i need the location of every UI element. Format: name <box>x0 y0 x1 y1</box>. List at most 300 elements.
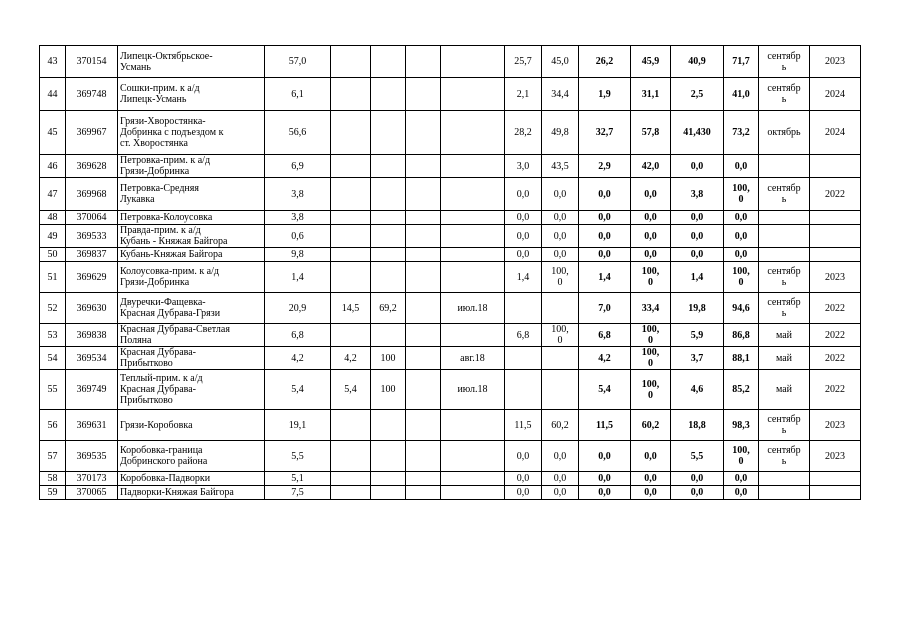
repair-date-cell <box>441 111 505 155</box>
value-2-cell: 0,0 <box>542 211 579 225</box>
road-name-line: Правда-прим. к а/д <box>120 225 201 236</box>
value-4-cell: 0,0 <box>631 225 671 248</box>
repaired-percent-cell <box>371 155 406 178</box>
road-name-cell <box>118 293 265 324</box>
month-cell <box>759 441 810 472</box>
month-cell <box>759 324 810 347</box>
month-cell <box>759 347 810 370</box>
repaired-length-cell <box>331 211 371 225</box>
month-cell <box>759 78 810 111</box>
month-line: сентябр <box>767 445 801 456</box>
road-name-line: Прибытково <box>120 358 173 369</box>
value-4-line: 100, <box>641 266 660 277</box>
value-4-cell: 31,1 <box>631 78 671 111</box>
repair-date-cell <box>441 46 505 78</box>
value-6-cell: 0,0 <box>724 211 759 225</box>
value-1-cell: 6,8 <box>505 324 542 347</box>
empty-cell <box>406 262 441 293</box>
road-code-cell: 369535 <box>66 441 118 472</box>
value-5-cell: 3,8 <box>671 178 724 211</box>
month-line: ь <box>781 194 787 205</box>
empty-cell <box>406 225 441 248</box>
value-4-cell <box>631 262 671 293</box>
row-number-cell: 45 <box>40 111 66 155</box>
road-length-cell: 4,2 <box>265 347 331 370</box>
repair-date-cell: июл.18 <box>441 293 505 324</box>
value-1-cell: 0,0 <box>505 441 542 472</box>
value-6-cell: 86,8 <box>724 324 759 347</box>
row-number-cell: 57 <box>40 441 66 472</box>
value-2-cell <box>542 370 579 410</box>
road-code-cell: 369968 <box>66 178 118 211</box>
row-number-cell: 48 <box>40 211 66 225</box>
value-1-cell: 11,5 <box>505 410 542 441</box>
road-name-line: Усмань <box>120 61 151 73</box>
road-name-line: Двуречки-Фащевка- <box>120 297 206 308</box>
repair-date-cell <box>441 225 505 248</box>
value-4-cell: 0,0 <box>631 472 671 486</box>
month-cell <box>759 211 810 225</box>
value-4-cell: 0,0 <box>631 211 671 225</box>
repaired-percent-cell: 100 <box>371 347 406 370</box>
month-cell <box>759 178 810 211</box>
empty-cell <box>406 324 441 347</box>
value-4-line: 100, <box>641 324 660 335</box>
road-name-line: Лукавка <box>120 194 155 205</box>
road-code-cell: 369534 <box>66 347 118 370</box>
value-2-line: 0 <box>557 277 563 288</box>
road-name-line: Коробовка-Падворки <box>120 473 211 484</box>
empty-cell <box>406 410 441 441</box>
road-length-cell: 5,5 <box>265 441 331 472</box>
month-line: ь <box>781 61 787 73</box>
table-row <box>40 248 861 262</box>
road-name-cell <box>118 347 265 370</box>
repair-date-cell <box>441 211 505 225</box>
road-name-cell <box>118 441 265 472</box>
value-1-cell: 25,7 <box>505 46 542 78</box>
value-4-cell: 0,0 <box>631 178 671 211</box>
value-3-cell: 32,7 <box>579 111 631 155</box>
road-code-cell: 369838 <box>66 324 118 347</box>
value-1-cell <box>505 370 542 410</box>
value-4-line: 0 <box>648 358 653 369</box>
month-line: ь <box>781 277 787 288</box>
value-2-cell <box>542 262 579 293</box>
value-6-line: 100, <box>732 445 750 456</box>
month-line: май <box>775 352 793 364</box>
value-4-cell: 33,4 <box>631 293 671 324</box>
road-name-line: Петровка-Средняя <box>120 183 199 194</box>
value-2-cell: 34,4 <box>542 78 579 111</box>
road-length-cell: 57,0 <box>265 46 331 78</box>
value-6-line: 0 <box>738 456 744 467</box>
empty-cell <box>406 78 441 111</box>
roads-table <box>39 45 861 500</box>
repaired-length-cell <box>331 324 371 347</box>
road-name-cell <box>118 155 265 178</box>
value-4-cell: 42,0 <box>631 155 671 178</box>
empty-cell <box>406 248 441 262</box>
value-3-cell: 0,0 <box>579 441 631 472</box>
value-5-cell: 1,4 <box>671 262 724 293</box>
month-cell <box>759 370 810 410</box>
row-number-cell: 47 <box>40 178 66 211</box>
road-length-cell: 3,8 <box>265 178 331 211</box>
repaired-length-cell <box>331 441 371 472</box>
repaired-length-cell <box>331 262 371 293</box>
value-1-cell: 0,0 <box>505 225 542 248</box>
month-cell <box>759 248 810 262</box>
repair-date-cell: июл.18 <box>441 370 505 410</box>
value-1-cell: 0,0 <box>505 211 542 225</box>
road-name-cell <box>118 78 265 111</box>
road-length-cell: 56,6 <box>265 111 331 155</box>
road-name-line: Красная Дубрава-Светлая <box>120 324 230 335</box>
value-6-line: 100, <box>732 183 750 194</box>
road-code-cell: 369628 <box>66 155 118 178</box>
value-5-cell: 0,0 <box>671 225 724 248</box>
year-cell: 2022 <box>810 370 861 410</box>
value-2-cell <box>542 324 579 347</box>
year-cell <box>810 486 861 500</box>
month-cell <box>759 46 810 78</box>
repair-date-cell <box>441 248 505 262</box>
value-6-cell: 0,0 <box>724 248 759 262</box>
row-number-cell: 55 <box>40 370 66 410</box>
value-1-cell: 28,2 <box>505 111 542 155</box>
value-2-cell <box>542 347 579 370</box>
row-number-cell: 59 <box>40 486 66 500</box>
repaired-percent-cell <box>371 211 406 225</box>
row-number-cell: 46 <box>40 155 66 178</box>
table-row <box>40 293 861 324</box>
road-name-line: Кубань - Княжая Байгора <box>120 236 228 247</box>
value-5-cell: 0,0 <box>671 155 724 178</box>
value-4-cell: 0,0 <box>631 441 671 472</box>
road-name-line: Сошки-прим. к а/д <box>120 83 200 94</box>
month-cell <box>759 410 810 441</box>
value-2-line: 100, <box>551 324 569 335</box>
year-cell: 2024 <box>810 78 861 111</box>
road-length-cell: 5,4 <box>265 370 331 410</box>
row-number-cell: 44 <box>40 78 66 111</box>
repaired-length-cell <box>331 178 371 211</box>
table-row <box>40 472 861 486</box>
value-5-cell: 0,0 <box>671 248 724 262</box>
month-line: октябрь <box>767 127 801 138</box>
repaired-length-cell <box>331 225 371 248</box>
road-name-cell <box>118 225 265 248</box>
value-5-cell: 18,8 <box>671 410 724 441</box>
value-3-cell: 4,2 <box>579 347 631 370</box>
value-2-cell: 0,0 <box>542 441 579 472</box>
value-2-line: 0 <box>557 335 563 346</box>
value-1-cell <box>505 293 542 324</box>
table-row <box>40 178 861 211</box>
year-cell: 2023 <box>810 46 861 78</box>
repaired-percent-cell <box>371 262 406 293</box>
road-length-cell: 6,9 <box>265 155 331 178</box>
table-row <box>40 324 861 347</box>
value-6-cell: 85,2 <box>724 370 759 410</box>
road-name-line: Добринка с подъездом к <box>120 127 224 138</box>
road-length-cell: 6,8 <box>265 324 331 347</box>
repair-date-cell <box>441 472 505 486</box>
value-4-cell <box>631 347 671 370</box>
value-2-cell: 45,0 <box>542 46 579 78</box>
value-1-cell: 3,0 <box>505 155 542 178</box>
empty-cell <box>406 155 441 178</box>
repaired-percent-cell: 69,2 <box>371 293 406 324</box>
empty-cell <box>406 111 441 155</box>
empty-cell <box>406 472 441 486</box>
value-6-cell: 41,0 <box>724 78 759 111</box>
repaired-percent-cell <box>371 486 406 500</box>
month-line: сентябр <box>767 414 801 425</box>
road-length-cell: 1,4 <box>265 262 331 293</box>
month-line: сентябр <box>767 83 801 94</box>
road-code-cell: 369967 <box>66 111 118 155</box>
road-name-line: Грязи-Добринка <box>120 277 190 288</box>
table-row <box>40 486 861 500</box>
table-row <box>40 211 861 225</box>
value-3-cell: 7,0 <box>579 293 631 324</box>
year-cell <box>810 211 861 225</box>
repaired-length-cell <box>331 410 371 441</box>
month-line: ь <box>781 308 787 319</box>
road-name-cell <box>118 370 265 410</box>
road-name-cell <box>118 324 265 347</box>
year-cell: 2022 <box>810 347 861 370</box>
repaired-percent-cell <box>371 225 406 248</box>
value-1-cell <box>505 347 542 370</box>
road-name-cell <box>118 262 265 293</box>
value-3-cell: 0,0 <box>579 211 631 225</box>
year-cell: 2023 <box>810 410 861 441</box>
repair-date-cell: авг.18 <box>441 347 505 370</box>
value-6-cell: 71,7 <box>724 46 759 78</box>
value-2-cell: 0,0 <box>542 225 579 248</box>
month-cell <box>759 111 810 155</box>
value-6-cell: 0,0 <box>724 472 759 486</box>
value-1-cell: 0,0 <box>505 248 542 262</box>
road-code-cell: 370173 <box>66 472 118 486</box>
value-4-line: 100, <box>641 378 660 390</box>
value-3-cell: 6,8 <box>579 324 631 347</box>
value-4-cell: 57,8 <box>631 111 671 155</box>
value-3-cell: 0,0 <box>579 486 631 500</box>
value-1-cell: 0,0 <box>505 178 542 211</box>
road-length-cell: 9,8 <box>265 248 331 262</box>
road-name-line: Добринского района <box>120 456 208 467</box>
road-code-cell: 370064 <box>66 211 118 225</box>
value-6-line: 0 <box>738 277 744 288</box>
road-name-line: ст. Хворостянка <box>120 138 188 149</box>
repaired-percent-cell <box>371 324 406 347</box>
empty-cell <box>406 347 441 370</box>
row-number-cell: 58 <box>40 472 66 486</box>
repaired-percent-cell <box>371 248 406 262</box>
road-length-cell: 19,1 <box>265 410 331 441</box>
repaired-length-cell <box>331 46 371 78</box>
value-2-cell: 0,0 <box>542 178 579 211</box>
table-row <box>40 410 861 441</box>
year-cell: 2022 <box>810 293 861 324</box>
road-length-cell: 7,5 <box>265 486 331 500</box>
road-name-line: Петровка-прим. к а/д <box>120 155 211 166</box>
value-5-cell: 0,0 <box>671 472 724 486</box>
road-code-cell: 369629 <box>66 262 118 293</box>
table-row <box>40 441 861 472</box>
road-name-cell <box>118 111 265 155</box>
value-3-cell: 2,9 <box>579 155 631 178</box>
value-5-cell: 40,9 <box>671 46 724 78</box>
year-cell <box>810 155 861 178</box>
road-name-line: Коробовка-граница <box>120 445 203 456</box>
month-line: май <box>775 329 793 341</box>
table-row <box>40 46 861 78</box>
value-2-cell <box>542 293 579 324</box>
value-5-cell: 0,0 <box>671 486 724 500</box>
value-6-cell: 0,0 <box>724 225 759 248</box>
table-row <box>40 155 861 178</box>
year-cell: 2022 <box>810 324 861 347</box>
road-name-line: Красная Дубрава-Грязи <box>120 308 221 319</box>
repaired-length-cell <box>331 155 371 178</box>
repaired-length-cell <box>331 111 371 155</box>
repaired-length-cell <box>331 472 371 486</box>
road-name-cell <box>118 211 265 225</box>
road-name-line: Грязи-Добринка <box>120 166 190 177</box>
row-number-cell: 49 <box>40 225 66 248</box>
empty-cell <box>406 211 441 225</box>
table-row <box>40 370 861 410</box>
value-5-cell: 19,8 <box>671 293 724 324</box>
value-6-cell: 94,6 <box>724 293 759 324</box>
value-4-line: 0 <box>648 335 653 346</box>
month-cell <box>759 293 810 324</box>
value-5-cell: 41,430 <box>671 111 724 155</box>
value-4-cell: 0,0 <box>631 486 671 500</box>
empty-cell <box>406 486 441 500</box>
road-length-cell: 0,6 <box>265 225 331 248</box>
value-6-cell: 88,1 <box>724 347 759 370</box>
value-3-cell: 26,2 <box>579 46 631 78</box>
road-name-cell <box>118 46 265 78</box>
road-code-cell: 369748 <box>66 78 118 111</box>
road-code-cell: 369533 <box>66 225 118 248</box>
road-name-line: Колоусовка-прим. к а/д <box>120 266 219 277</box>
value-6-line: 0 <box>738 194 744 205</box>
value-2-cell: 43,5 <box>542 155 579 178</box>
repair-date-cell <box>441 441 505 472</box>
road-name-line: Липецк-Усмань <box>120 94 187 105</box>
month-line: сентябр <box>767 297 801 308</box>
road-length-cell: 5,1 <box>265 472 331 486</box>
value-6-cell <box>724 178 759 211</box>
empty-cell <box>406 178 441 211</box>
month-line: май <box>775 384 793 395</box>
value-2-cell: 60,2 <box>542 410 579 441</box>
repaired-length-cell: 14,5 <box>331 293 371 324</box>
value-6-cell: 98,3 <box>724 410 759 441</box>
value-6-cell: 0,0 <box>724 486 759 500</box>
road-name-cell <box>118 486 265 500</box>
year-cell: 2024 <box>810 111 861 155</box>
row-number-cell: 53 <box>40 324 66 347</box>
road-name-line: Прибытково <box>120 395 173 406</box>
road-name-line: Теплый-прим. к а/д <box>120 373 203 384</box>
value-4-line: 100, <box>641 347 660 358</box>
row-number-cell: 54 <box>40 347 66 370</box>
value-5-cell: 5,5 <box>671 441 724 472</box>
value-3-cell: 1,9 <box>579 78 631 111</box>
value-4-line: 0 <box>648 277 653 288</box>
row-number-cell: 52 <box>40 293 66 324</box>
road-code-cell: 369631 <box>66 410 118 441</box>
value-3-cell: 5,4 <box>579 370 631 410</box>
repair-date-cell <box>441 155 505 178</box>
road-name-cell <box>118 178 265 211</box>
road-name-line: Красная Дубрава- <box>120 347 197 358</box>
road-code-cell: 369630 <box>66 293 118 324</box>
table-row <box>40 78 861 111</box>
month-line: ь <box>781 456 787 467</box>
value-3-cell: 1,4 <box>579 262 631 293</box>
value-2-cell: 0,0 <box>542 472 579 486</box>
repair-date-cell <box>441 324 505 347</box>
value-6-cell <box>724 441 759 472</box>
value-4-line: 0 <box>648 389 653 401</box>
row-number-cell: 51 <box>40 262 66 293</box>
table-row <box>40 111 861 155</box>
value-2-cell: 49,8 <box>542 111 579 155</box>
table-row <box>40 347 861 370</box>
year-cell: 2023 <box>810 441 861 472</box>
month-cell <box>759 472 810 486</box>
repaired-percent-cell <box>371 78 406 111</box>
year-cell <box>810 472 861 486</box>
road-name-line: Грязи-Хворостянка- <box>120 116 206 127</box>
value-1-cell: 0,0 <box>505 486 542 500</box>
value-2-cell: 0,0 <box>542 248 579 262</box>
row-number-cell: 50 <box>40 248 66 262</box>
repaired-length-cell <box>331 248 371 262</box>
value-6-cell <box>724 262 759 293</box>
month-cell <box>759 262 810 293</box>
month-line: сентябр <box>767 50 801 62</box>
value-6-cell: 73,2 <box>724 111 759 155</box>
repaired-percent-cell: 100 <box>371 370 406 410</box>
value-4-cell: 60,2 <box>631 410 671 441</box>
empty-cell <box>406 46 441 78</box>
value-5-cell: 0,0 <box>671 211 724 225</box>
road-name-line: Красная Дубрава- <box>120 384 197 395</box>
repaired-percent-cell <box>371 410 406 441</box>
value-5-cell: 3,7 <box>671 347 724 370</box>
value-4-cell: 45,9 <box>631 46 671 78</box>
value-3-cell: 0,0 <box>579 472 631 486</box>
value-3-cell: 11,5 <box>579 410 631 441</box>
road-length-cell: 3,8 <box>265 211 331 225</box>
road-name-cell <box>118 410 265 441</box>
value-3-cell: 0,0 <box>579 178 631 211</box>
repair-date-cell <box>441 262 505 293</box>
road-name-line: Падворки-Княжая Байгора <box>120 487 234 498</box>
road-name-line: Поляна <box>120 335 152 346</box>
month-cell <box>759 155 810 178</box>
